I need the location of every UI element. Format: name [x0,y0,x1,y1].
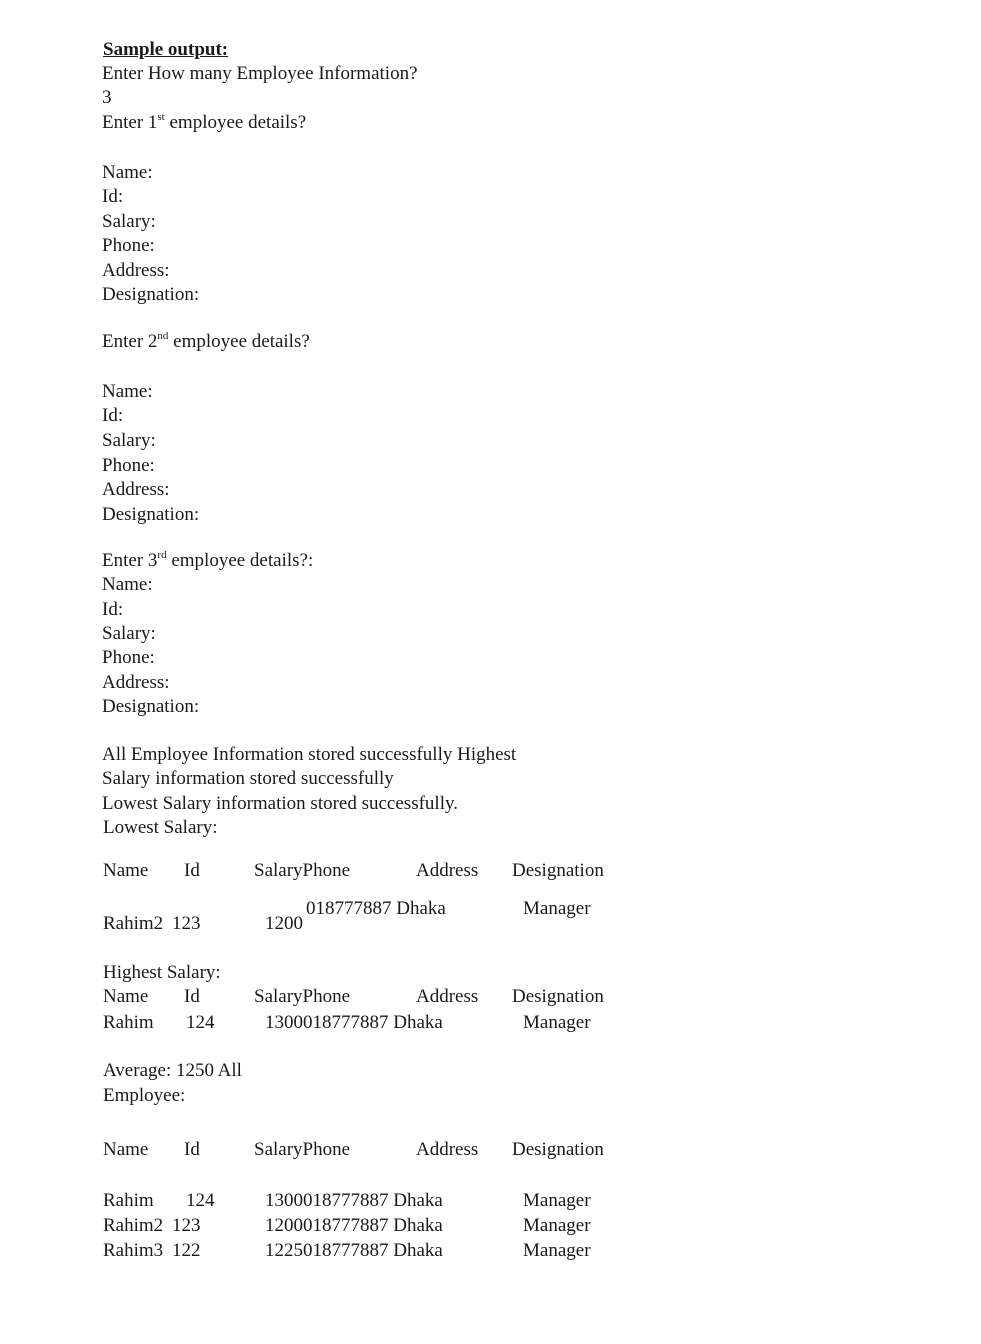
lowest-salary-title: Lowest Salary: [103,817,218,838]
header-designation: Designation [512,1139,604,1160]
header-salary-phone: SalaryPhone [254,986,351,1007]
table-row-id: 123 [172,1215,201,1236]
lowest-row-name: Rahim2 [103,913,164,934]
lowest-row-salary: 1200 [265,913,303,934]
field-salary-label: Salary: [102,430,156,451]
field-designation-label: Designation: [102,284,200,305]
employee-3-prompt: Enter 3rd employee details?: [102,549,314,571]
field-name-label: Name: [102,381,153,402]
field-salary-label: Salary: [102,211,156,232]
field-designation-label: Designation: [102,504,200,525]
header-id: Id [184,860,200,881]
lowest-row-phone-address: 018777887 Dhaka [306,898,446,919]
header-name: Name [103,860,149,881]
field-name-label: Name: [102,162,153,183]
lowest-row-designation: Manager [523,898,591,919]
field-id-label: Id: [102,405,124,426]
highest-row-id: 124 [186,1012,215,1033]
sample-output-heading: Sample output: [103,39,229,60]
header-salary-phone: SalaryPhone [254,860,351,881]
table-row-id: 124 [186,1190,215,1211]
table-row-id: 122 [172,1240,201,1261]
field-phone-label: Phone: [102,647,155,668]
table-row-salary-phone-address: 1300018777887 Dhaka [265,1190,443,1211]
table-row-name: Rahim3 [103,1240,164,1261]
field-address-label: Address: [102,260,170,281]
count-value: 3 [102,87,112,108]
header-address: Address [416,986,479,1007]
field-id-label: Id: [102,599,124,620]
header-address: Address [416,1139,479,1160]
header-designation: Designation [512,860,604,881]
employee-2-prompt: Enter 2nd employee details? [102,330,310,352]
field-salary-label: Salary: [102,623,156,644]
field-name-label: Name: [102,574,153,595]
lowest-row-id: 123 [172,913,201,934]
field-designation-label: Designation: [102,696,200,717]
header-id: Id [184,1139,200,1160]
employee-1-prompt: Enter 1st employee details? [102,111,307,133]
average-line: Average: 1250 All [103,1060,242,1081]
status-message-2: Salary information stored successfully [102,768,394,789]
table-row-designation: Manager [523,1190,591,1211]
highest-row-name: Rahim [103,1012,154,1033]
highest-row-salary-phone-address: 1300018777887 Dhaka [265,1012,443,1033]
table-row-salary-phone-address: 1225018777887 Dhaka [265,1240,443,1261]
table-row-name: Rahim [103,1190,154,1211]
highest-salary-title: Highest Salary: [103,962,221,983]
highest-row-designation: Manager [523,1012,591,1033]
field-id-label: Id: [102,186,124,207]
table-row-designation: Manager [523,1240,591,1261]
status-message-1: All Employee Information stored successfully Highest [102,744,517,765]
field-phone-label: Phone: [102,235,155,256]
header-designation: Designation [512,986,604,1007]
prompt-count-line: Enter How many Employee Information? [102,63,418,84]
header-id: Id [184,986,200,1007]
table-row-salary-phone-address: 1200018777887 Dhaka [265,1215,443,1236]
status-message-3: Lowest Salary information stored successfully. [102,793,458,814]
header-salary-phone: SalaryPhone [254,1139,351,1160]
table-row-name: Rahim2 [103,1215,164,1236]
all-employee-label: Employee: [103,1085,186,1106]
header-address: Address [416,860,479,881]
header-name: Name [103,986,149,1007]
table-row-designation: Manager [523,1215,591,1236]
header-name: Name [103,1139,149,1160]
field-address-label: Address: [102,672,170,693]
field-phone-label: Phone: [102,455,155,476]
field-address-label: Address: [102,479,170,500]
